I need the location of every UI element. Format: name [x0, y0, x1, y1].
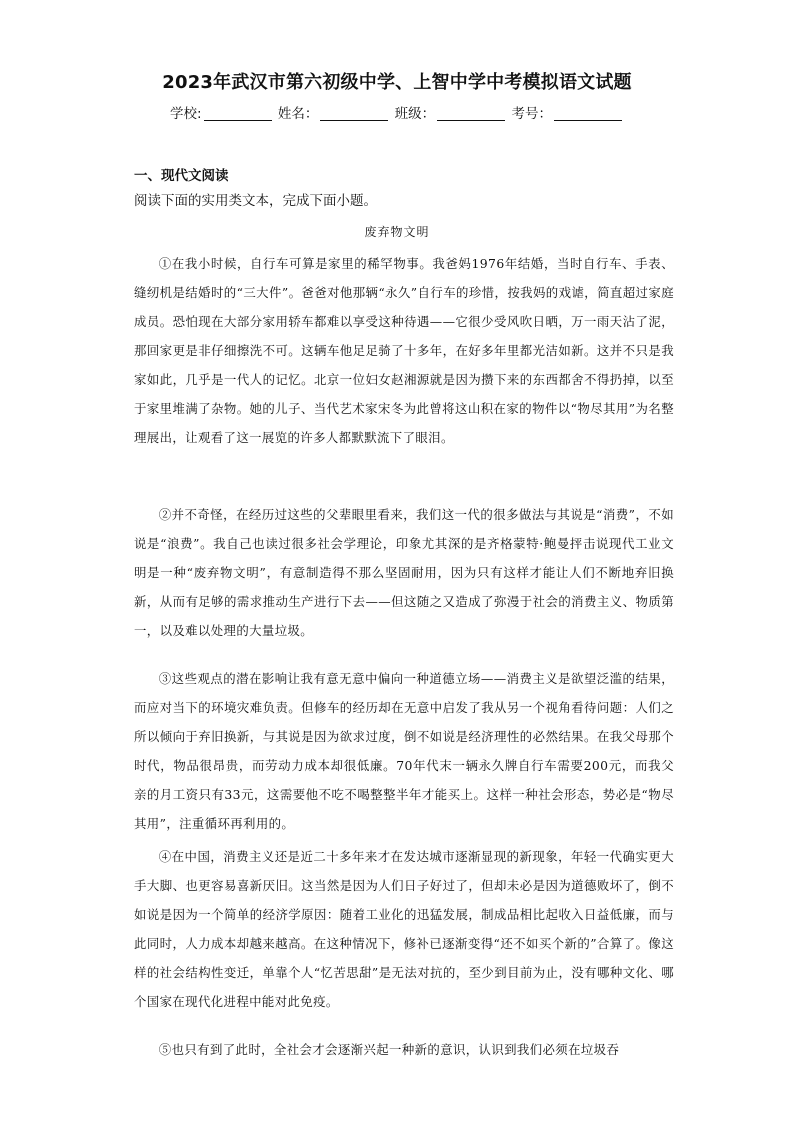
class-label: 班级：: [394, 106, 436, 122]
paragraph: ④在中国，消费主义还是近二十多年来才在发达城市逐渐显现的新现象，年轻一代确实更大手大脚、也更容易喜新厌旧。这当然是因为人们日子好过了，但却未必是因为道德败坏了，倒不如说是因为一个简单的经济学原因：随着工业化的迅猛发展，制成品相比起收入日益低廉，而与此同时，人力成本却越来越高。在这种情况下，修补已逐渐变得“还不如买个新的”合算了。像这样的社会结构性变迁，单靠个人“忆苦思甜”是无法对抗的，至少到目前为止，没有哪种文化、哪个国家在现代化进程中能对此免疫。: [134, 849, 674, 1009]
school-blank[interactable]: [204, 106, 272, 121]
class-blank[interactable]: [437, 106, 505, 121]
reading-instruction: 阅读下面的实用类文本，完成下面小题。: [134, 193, 377, 209]
paragraph: ③这些观点的潜在影响让我有意无意中偏向一种道德立场——消费主义是欲望泛滥的结果，而应对当下的环境灾难负责。但修车的经历却在无意中启发了我从另一个视角看待问题：人们之所以倾向于弃旧换新，与其说是因为欲求过度，倒不如说是经济理性的必然结果。在我父母那个时代，物品很昂贵，而劳动力成本却很低廉。70年代末一辆永久牌自行车需要200元，而我父亲的月工资只有33元，这需要他不吃不喝整整半年才能买上。这样一种社会形态，势必是“物尽其用”，注重循环再利用的。: [134, 671, 674, 831]
exam-no-blank[interactable]: [554, 106, 622, 121]
exam-no-field: [511, 102, 624, 122]
name-blank[interactable]: [320, 106, 388, 121]
name-label: 姓名：: [277, 106, 319, 122]
exam-title: 2023年武汉市第六初级中学、上智中学中考模拟语文试题: [162, 72, 632, 93]
paragraph-5-block: [134, 1035, 674, 1064]
class-field: [395, 102, 508, 122]
paragraph: ⑤也只有到了此时，全社会才会逐渐兴起一种新的意识，认识到我们必须在垃圾吞: [158, 1042, 620, 1057]
school-field: [170, 102, 274, 122]
school-label: 学校:: [170, 106, 202, 122]
paragraph-4-block: [134, 842, 674, 1016]
student-info-line: [0, 102, 794, 122]
article-title: 废弃物文明: [364, 225, 430, 239]
paragraph-3-block: [134, 664, 674, 838]
paragraph-1-block: [134, 249, 674, 452]
paragraph: ②并不奇怪，在经历过这些的父辈眼里看来，我们这一代的很多做法与其说是“消费”，不如说是“浪费”。我自己也读过很多社会学理论，印象尤其深的是齐格蒙特·鲍曼抨击说现代工业文明是一种“废弃物文明”，有意制造得不那么坚固耐用，因为只有这样才能让人们不断地弃旧换新，从而有足够的需求推动生产进行下去——但这随之又造成了弥漫于社会的消费主义、物质第一，以及难以处理的大量垃圾。: [134, 507, 674, 638]
section-heading: 一、现代文阅读: [134, 168, 229, 184]
paragraph: ①在我小时候，自行车可算是家里的稀罕物事。我爸妈1976年结婚，当时自行车、手表、缝纫机是结婚时的“三大件”。爸爸对他那辆“永久”自行车的珍惜，按我妈的戏谑，简直超过家庭成员。恐怕现在大部分家用轿车都难以享受这种待遇——它很少受风吹日晒，万一雨天沾了泥，那回家更是非仔细擦洗不可。这辆车他足足骑了十多年，在好多年里都光洁如新。这并不只是我家如此，几乎是一代人的记忆。北京一位妇女赵湘源就是因为攒下来的东西都舍不得扔掉，以至于家里堆满了杂物。她的儿子、当代艺术家宋冬为此曾将这山积在家的物件以“物尽其用”为名整理展出，让观看了这一展览的许多人都默默流下了眼泪。: [134, 256, 674, 445]
exam-no-label: 考号：: [511, 106, 552, 122]
paragraph-2-block: [134, 500, 674, 645]
name-field: [278, 102, 391, 122]
